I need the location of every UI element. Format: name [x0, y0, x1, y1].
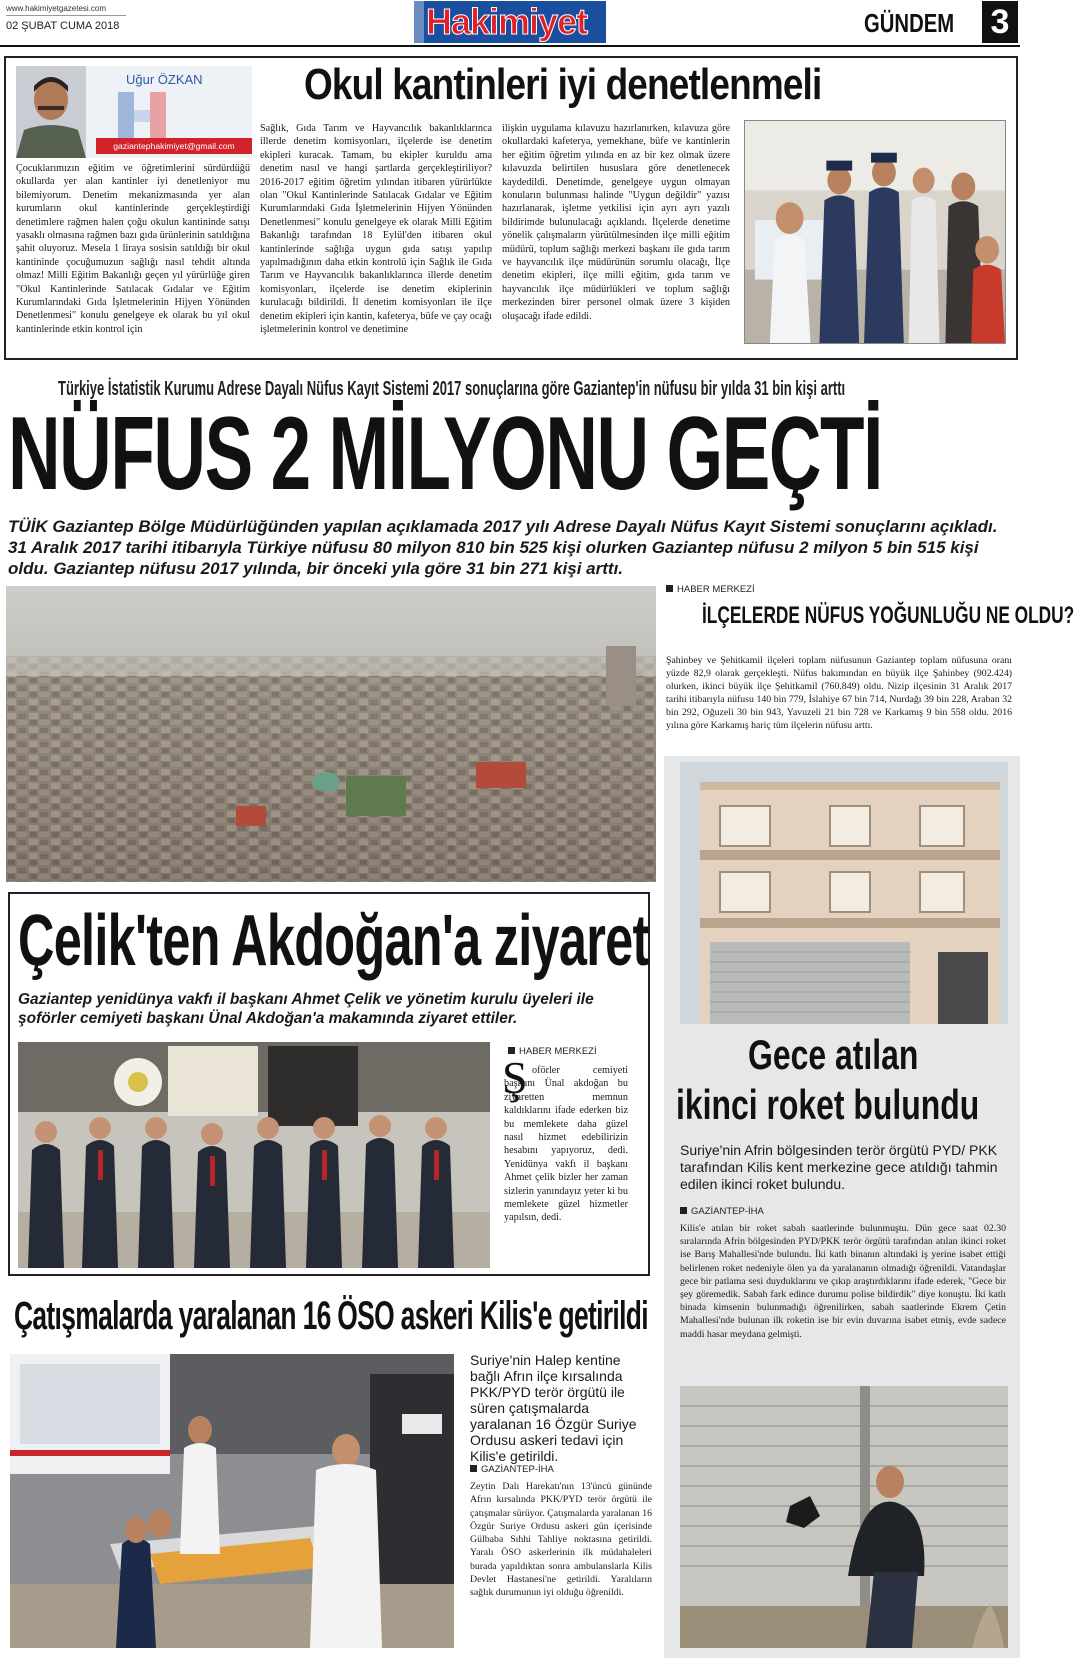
- oso-tag: GAZİANTEP-İHA: [470, 1464, 554, 1475]
- oso-body: Zeytin Dalı Harekatı'nın 13'üncü gününde Afrın kırsalında PKK/PYD terör örgütü ile çatışmalar sürüyor. Çatışmalarda yaralanan 16 Özgür Suriye Ordusu askeri gün içerisinde Gülbaba Sıhhi Tahliye noktasına getirildi. Yaralı ÖSO askerlerinin ilk müdahaleleri burada yapıldıktan sonra ambulanslarla Kilis Devlet Hastanesi'ne getirildi. Yaralıların sağlık durumunun iyi olduğu öğrenildi.: [470, 1481, 652, 1599]
- author-card: [16, 66, 252, 158]
- oso-lead: Suriye'nin Halep kentine bağlı Afrın ilçe kırsalında PKK/PYD terör örgütü ile süren çatışmalarda yaralanan 16 Özgür Suriye Ordusu askeri tedavi için Kilis'e getirildi.: [470, 1352, 637, 1464]
- main-lead: TÜİK Gaziantep Bölge Müdürlüğünden yapılan açıklamada 2017 yılı Adrese Dayalı Nüfus Kayıt Sistemi sonuçlarını açıkladı. 31 Aralık 2017 tarihi itibarıyla Türkiye nüfusu 80 milyon 810 bin 525 kişi olurken Gaziantep nüfusu 2 milyon 5 bin 515 kişi oldu. Gaziantep nüfusu 2017 yılında, bir önceki yıla göre 31 bin 271 kişi arttı.: [8, 517, 998, 578]
- site-url[interactable]: www.hakimiyetgazetesi.com: [6, 4, 107, 13]
- celik-tag: HABER MERKEZİ: [508, 1046, 597, 1057]
- url-divider: [6, 15, 126, 16]
- page-number-box: [982, 1, 1018, 43]
- oso-title: Çatışmalarda yaralanan 16 ÖSO askeri Kilis'e getirildi: [14, 1294, 648, 1338]
- logo-text: Hakimiyet: [426, 1, 588, 42]
- logo-stripe: [414, 1, 424, 43]
- issue-date: 02 ŞUBAT CUMA 2018: [6, 20, 120, 32]
- inspection-photo: [744, 120, 1006, 344]
- column-text-col3: ilişkin uygulama kılavuzu hazırlanırken, kılavuza göre okullardaki kafeterya, yemekhane, büfe ve kantinlerin her eğitim öğretim yılında en az bir kez olmak üzere kılavuzda belirtilen hususlara göre denetlenecek kaydedildi. Denetimde, genelgeye uygun olmayan konuların bulunması halinde "Uygun değildir" yazısı hazırlanarak, işletme yetkilisi için ayrı ayrı yazılı bildirimde bulunulacağı açıklandı. İlçelerde denetime yönelik çalışmaların yürütülmesinden ilçe milli eğitim müdürü, toplum sağlığı merkezi başkanı ile gıda tarım ve hayvancılık ilçe müdürünün sorumlu olacağı, İlçe denetim ekipleri, ilçe milli eğitim, gıda tarım ve hayvancılık ilçe müdürlükleri ve toplum sağlığı merkezinden birer personel olmak üzere 3 kişiden oluşacağı ifade edildi.: [502, 123, 730, 322]
- column-title: Okul kantinleri iyi denetlenmeli: [304, 60, 822, 109]
- building-photo: [680, 762, 1008, 1024]
- district-title: İLÇELERDE NÜFUS YOĞUNLUĞU NE OLDU?: [702, 602, 1074, 629]
- district-tag: HABER MERKEZİ: [666, 584, 755, 595]
- rocket-damage-photo: [680, 1386, 1008, 1648]
- rocket-lead: Suriye'nin Afrin bölgesinden terör örgütü PYD/ PKK tarafından Kilis kent merkezine gece atıldığı tahmin edilen ikinci roket bulundu.: [680, 1142, 998, 1192]
- main-headline: NÜFUS 2 MİLYONU GEÇTİ: [8, 396, 882, 512]
- author-email[interactable]: gaziantephakimiyet@gmail.com: [96, 138, 252, 154]
- rocket-title-line2: ikinci roket bulundu: [676, 1081, 980, 1128]
- celik-title: Çelik'ten Akdoğan'a ziyaret: [18, 901, 649, 981]
- section-name: GÜNDEM: [864, 8, 955, 38]
- celik-lead: Gaziantep yenidünya vakfı il başkanı Ahmet Çelik ve yönetim kurulu üyeleri ile şoförler cemiyeti başkanı Ünal Akdoğan'a makamında ziyaret ettiler.: [18, 991, 594, 1027]
- district-body: Şahinbey ve Şehitkamil ilçeleri toplam nüfusunun Gaziantep toplam nüfusuna oranı yüzde 82,9 olarak gerçekleşti. Nüfus bakımından en büyük ilçe Şahinbey (902.424) olurken, ikinci büyük ilçe Şehitkamil (760.849) oldu. Nizip ilçesinin 31 Aralık 2017 tarihi itibarıyla nüfusu 140 bin 779, İslahiye 67 bin 714, Nurdağı 39 bin 228, Araban 32 bin 292, Oğuzeli 30 bin 943, Yavuzeli 21 bin 728 ve Karkamış 9 bin 558 oldu. 2016 yılına göre Karkamış hariç tüm ilçelerin nüfusu arttı.: [666, 655, 1012, 731]
- main-kicker: Türkiye İstatistik Kurumu Adrese Dayalı Nüfus Kayıt Sistemi 2017 sonuçlarına göre Gaziantep'in nüfusu bir yılda 31 bin kişi arttı: [58, 378, 846, 400]
- rocket-tag: GAZİANTEP-İHA: [680, 1206, 764, 1217]
- logo: [414, 1, 606, 43]
- celik-dropcap: Ş: [502, 1052, 528, 1103]
- city-aerial-photo: [6, 586, 656, 882]
- rocket-title-line1: Gece atılan: [748, 1031, 919, 1078]
- column-text-col1: Çocuklarımızın eğitim ve öğretimlerini sürdürdüğü okullarda yer alan kantinler iyi denetleniyor mu bilemiyorum. Denetim mekanizmasında yer alan kurumların okul kantinlerinde gerçekleştirdiği denetimlere rağmen halen çoğu okulun kantininde satışı yasaklı olmasına rağmen bazı gıda ürünlerinin satıldığına şahit oluyoruz. Mesela 1 liraya sosisin satıldığı bir okul kantininde çocuğumuzun sağlığı nasıl tehdit altında olmaz! Milli Eğitim Bakanlığı geçen yıl yürürlüğe giren "Okul Kantinlerinde Satılacak Gıdalar ve Eğitim Kurumlarındaki Gıda İşletmelerinin Hijyen Yönünden Denetlenmesi" konulu genelgeye ek olarak bu yıl okul kantinlerinde etkin kontrol için: [16, 163, 250, 335]
- page-number: 3: [990, 3, 1010, 41]
- column-text-col2: Sağlık, Gıda Tarım ve Hayvancılık bakanlıklarınca illerde denetim komisyonları, ilçelerde ise denetim ekipleri kuracak. Tamam, bu ekipler kuruldu ama denetim nasıl ve hangi şartlarda gerçekleştiriliyor? 2016-2017 eğitim öğretim yılından itibaren yürürlükte olan "Okul Kantinlerinde Satılacak Gıdalar ve Eğitim Kurumlarındaki Gıda İşletmelerinin Hijyen Yönünden Denetlenmesi" konulu genelgeye ek olarak Milli Eğitim Bakanlığı tarafından 18 Eylül'den itibaren okul kantinlerinde sağlığa uygun gıda satışı yapılıp yapılmadığının daha etkin kontrolü için Sağlık ile Gıda Tarım ve Hayvancılık bakanlıklarınca illerde denetim komisyonları, ilçelerde ise denetim ekiplerinin kurulacağı bildirildi. İl denetim komisyonları ile ilçe denetim ekipleri için kantin, kafeterya, büfe ve çay ocağı işletmelerinin kontrol ve denetimine: [260, 123, 492, 336]
- delegation-photo: [18, 1042, 490, 1268]
- masthead: [0, 0, 1020, 46]
- author-photo: [16, 66, 86, 158]
- celik-body: oförler cemiyeti başkanı Ünal akdoğan bu ziyaretten memnun kaldıklarını ifade ederken biz bu memlekete daha güzel nasıl hizmet edebilirizin hesabını yapıyoruz, dedi. Yenidünya vakfı il başkanı Ahmet çelik bizler her zaman sizlerin yanındayız yeter ki bu memlekete güzel hizmetler yapılsın, dedi.: [504, 1065, 628, 1224]
- rocket-body: Kilis'e atılan bir roket sabah saatlerinde bulunmuştu. Dün gece saat 02.30 sıralarında Afrin bölgesinden PYD/PKK terör örgütü tarafından atılan ikinci roket ise Barış Mahallesi'nde bulundu. İki katlı binanın altındaki iş yerine isabet ettiği belirlenen roket nedeniyle ölen ya da yaralananın olmadığı öğrenildi. Vatandaşlar gece bir patlama sesi duyduklarını ve çıkıp araştırdıklarını ifade ederek, "Gece bir şey göremedik. Sabah fark edince durumu polise bildirdik" diye konuştu. İki katlı binada kimsenin bulunmadığı öğrenilirken, sabah saatlerinde Ekrem Çetin Mahallesi'nde bulunan ilk roketin ise bir evin duvarına isabet etmiş, evde sadece maddi hasar meydana gelmişti.: [680, 1223, 1006, 1340]
- ambulance-photo: [10, 1354, 454, 1648]
- masthead-rule: [0, 45, 1020, 47]
- author-logo-mark: [112, 86, 172, 146]
- author-name: Uğur ÖZKAN: [126, 72, 203, 87]
